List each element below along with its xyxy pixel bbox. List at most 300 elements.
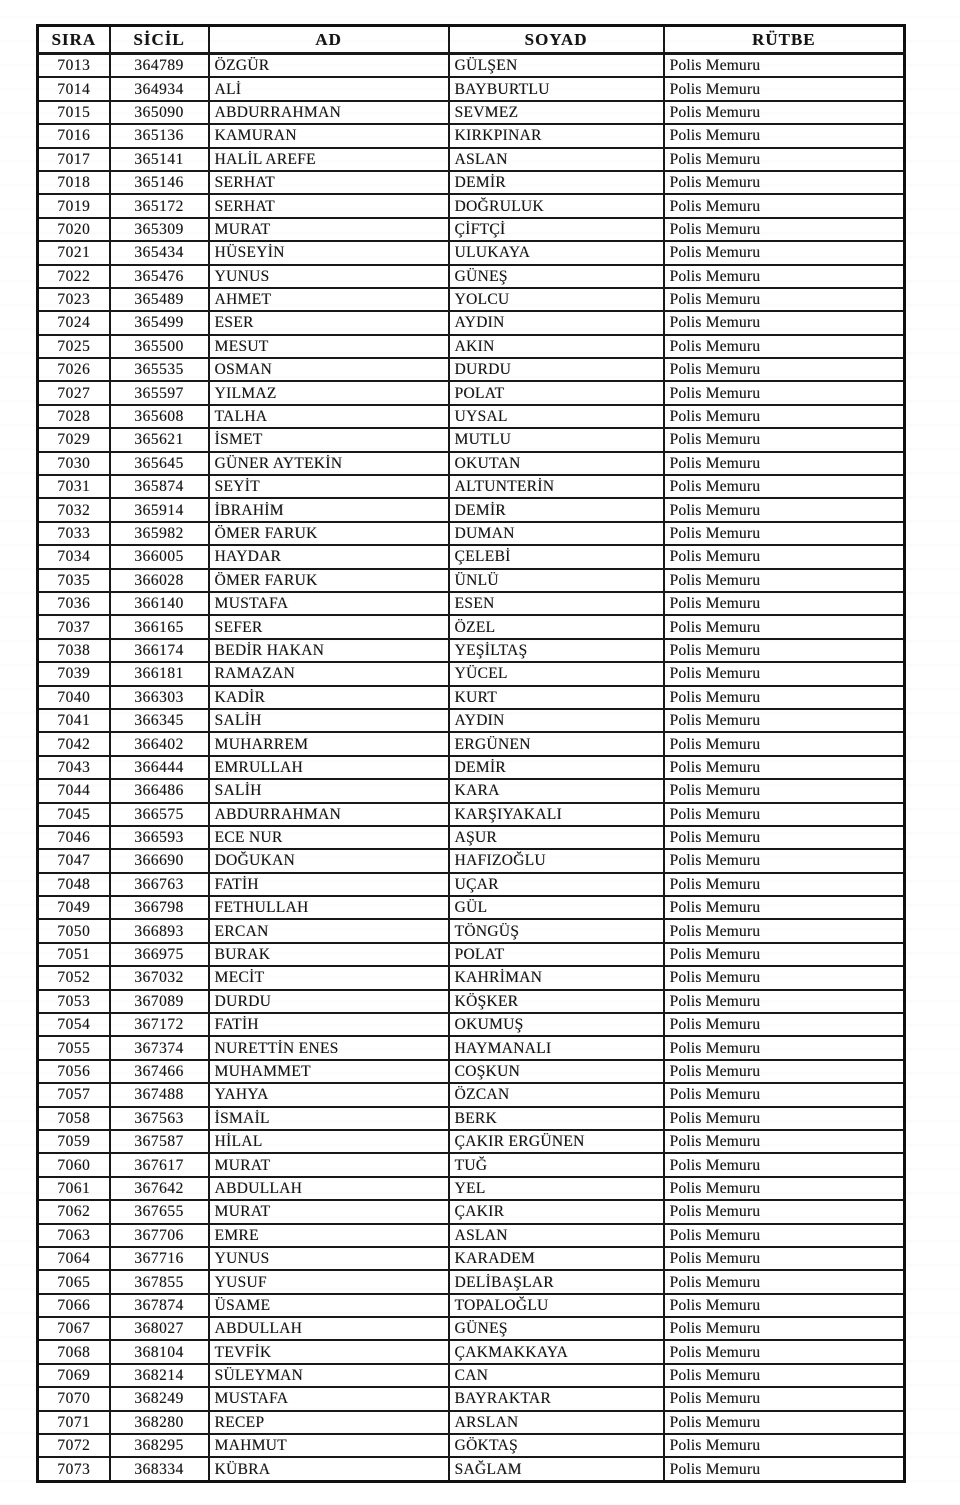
cell-soyad: SAĞLAM xyxy=(449,1457,664,1481)
cell-sira: 7051 xyxy=(38,943,110,966)
cell-rutbe: Polis Memuru xyxy=(664,709,905,732)
cell-ad: ECE NUR xyxy=(209,826,449,849)
cell-soyad: ÖZEL xyxy=(449,615,664,638)
cell-sira: 7071 xyxy=(38,1411,110,1434)
cell-ad: TEVFİK xyxy=(209,1340,449,1363)
cell-rutbe: Polis Memuru xyxy=(664,966,905,989)
cell-sira: 7024 xyxy=(38,311,110,334)
cell-sicil: 365172 xyxy=(110,194,209,217)
table-row xyxy=(38,1294,905,1317)
cell-ad: MURAT xyxy=(209,1200,449,1223)
cell-sicil: 367874 xyxy=(110,1294,209,1317)
cell-soyad: SEVMEZ xyxy=(449,101,664,124)
cell-ad: EMRE xyxy=(209,1224,449,1247)
cell-rutbe: Polis Memuru xyxy=(664,756,905,779)
cell-sicil: 365874 xyxy=(110,475,209,498)
cell-ad: YILMAZ xyxy=(209,381,449,404)
cell-rutbe: Polis Memuru xyxy=(664,732,905,755)
cell-ad: MURAT xyxy=(209,218,449,241)
table-row xyxy=(38,569,905,592)
cell-ad: KADİR xyxy=(209,686,449,709)
cell-rutbe: Polis Memuru xyxy=(664,779,905,802)
table-row xyxy=(38,966,905,989)
cell-sira: 7054 xyxy=(38,1013,110,1036)
cell-rutbe: Polis Memuru xyxy=(664,1013,905,1036)
cell-rutbe: Polis Memuru xyxy=(664,218,905,241)
cell-rutbe: Polis Memuru xyxy=(664,1153,905,1176)
cell-rutbe: Polis Memuru xyxy=(664,849,905,872)
cell-rutbe: Polis Memuru xyxy=(664,1107,905,1130)
table-row xyxy=(38,1457,905,1481)
cell-ad: MUHAMMET xyxy=(209,1060,449,1083)
cell-rutbe: Polis Memuru xyxy=(664,405,905,428)
cell-rutbe: Polis Memuru xyxy=(664,428,905,451)
table-row xyxy=(38,288,905,311)
cell-soyad: ALTUNTERİN xyxy=(449,475,664,498)
cell-sira: 7052 xyxy=(38,966,110,989)
cell-sira: 7030 xyxy=(38,452,110,475)
cell-soyad: GÜNEŞ xyxy=(449,1317,664,1340)
cell-rutbe: Polis Memuru xyxy=(664,194,905,217)
cell-soyad: DUMAN xyxy=(449,522,664,545)
table-row xyxy=(38,148,905,171)
cell-sicil: 365141 xyxy=(110,148,209,171)
cell-soyad: TOPALOĞLU xyxy=(449,1294,664,1317)
cell-ad: ABDULLAH xyxy=(209,1317,449,1340)
cell-ad: MUSTAFA xyxy=(209,1387,449,1410)
cell-rutbe: Polis Memuru xyxy=(664,265,905,288)
cell-sira: 7056 xyxy=(38,1060,110,1083)
cell-sicil: 368334 xyxy=(110,1457,209,1481)
cell-sira: 7036 xyxy=(38,592,110,615)
cell-sicil: 366690 xyxy=(110,849,209,872)
table-row xyxy=(38,1387,905,1410)
table-row xyxy=(38,849,905,872)
cell-sira: 7021 xyxy=(38,241,110,264)
cell-rutbe: Polis Memuru xyxy=(664,662,905,685)
cell-ad: YUSUF xyxy=(209,1270,449,1293)
cell-sicil: 366005 xyxy=(110,545,209,568)
table-row xyxy=(38,498,905,521)
cell-soyad: COŞKUN xyxy=(449,1060,664,1083)
cell-sira: 7044 xyxy=(38,779,110,802)
cell-soyad: AYDIN xyxy=(449,709,664,732)
cell-sicil: 367706 xyxy=(110,1224,209,1247)
cell-sicil: 365500 xyxy=(110,335,209,358)
cell-ad: NURETTİN ENES xyxy=(209,1036,449,1059)
cell-ad: DURDU xyxy=(209,990,449,1013)
cell-rutbe: Polis Memuru xyxy=(664,1434,905,1457)
cell-sicil: 368104 xyxy=(110,1340,209,1363)
cell-sira: 7065 xyxy=(38,1270,110,1293)
cell-sicil: 364789 xyxy=(110,54,209,78)
cell-soyad: UYSAL xyxy=(449,405,664,428)
cell-sira: 7068 xyxy=(38,1340,110,1363)
cell-sira: 7067 xyxy=(38,1317,110,1340)
cell-sira: 7034 xyxy=(38,545,110,568)
cell-sira: 7016 xyxy=(38,124,110,147)
cell-rutbe: Polis Memuru xyxy=(664,475,905,498)
cell-rutbe: Polis Memuru xyxy=(664,1083,905,1106)
column-header-soyad: SOYAD xyxy=(449,26,664,54)
cell-rutbe: Polis Memuru xyxy=(664,545,905,568)
cell-sicil: 366140 xyxy=(110,592,209,615)
cell-soyad: ASLAN xyxy=(449,148,664,171)
table-row xyxy=(38,241,905,264)
cell-soyad: HAFIZOĞLU xyxy=(449,849,664,872)
cell-ad: RECEP xyxy=(209,1411,449,1434)
cell-sira: 7017 xyxy=(38,148,110,171)
table-row xyxy=(38,943,905,966)
cell-sira: 7042 xyxy=(38,732,110,755)
cell-ad: SEYİT xyxy=(209,475,449,498)
cell-sira: 7047 xyxy=(38,849,110,872)
cell-sicil: 367716 xyxy=(110,1247,209,1270)
cell-soyad: KÖŞKER xyxy=(449,990,664,1013)
cell-ad: HÜSEYİN xyxy=(209,241,449,264)
column-header-sira: SIRA xyxy=(38,26,110,54)
cell-sicil: 366593 xyxy=(110,826,209,849)
cell-rutbe: Polis Memuru xyxy=(664,873,905,896)
cell-sicil: 367032 xyxy=(110,966,209,989)
table-row xyxy=(38,896,905,919)
cell-sira: 7060 xyxy=(38,1153,110,1176)
cell-sicil: 367617 xyxy=(110,1153,209,1176)
cell-sicil: 368027 xyxy=(110,1317,209,1340)
cell-ad: İSMET xyxy=(209,428,449,451)
cell-sicil: 366303 xyxy=(110,686,209,709)
cell-ad: KÜBRA xyxy=(209,1457,449,1481)
cell-sicil: 365608 xyxy=(110,405,209,428)
cell-soyad: MUTLU xyxy=(449,428,664,451)
table-row xyxy=(38,1013,905,1036)
cell-sira: 7018 xyxy=(38,171,110,194)
column-header-sicil: SİCİL xyxy=(110,26,209,54)
cell-rutbe: Polis Memuru xyxy=(664,288,905,311)
table-row xyxy=(38,686,905,709)
cell-soyad: BAYBURTLU xyxy=(449,77,664,100)
table-row xyxy=(38,1247,905,1270)
cell-rutbe: Polis Memuru xyxy=(664,1364,905,1387)
cell-soyad: CAN xyxy=(449,1364,664,1387)
table-row xyxy=(38,522,905,545)
cell-ad: İSMAİL xyxy=(209,1107,449,1130)
cell-soyad: ÜNLÜ xyxy=(449,569,664,592)
cell-sicil: 367642 xyxy=(110,1177,209,1200)
cell-rutbe: Polis Memuru xyxy=(664,1457,905,1481)
cell-sicil: 365621 xyxy=(110,428,209,451)
cell-rutbe: Polis Memuru xyxy=(664,943,905,966)
cell-ad: OSMAN xyxy=(209,358,449,381)
cell-ad: MAHMUT xyxy=(209,1434,449,1457)
cell-ad: MECİT xyxy=(209,966,449,989)
cell-sicil: 365499 xyxy=(110,311,209,334)
cell-ad: YAHYA xyxy=(209,1083,449,1106)
table-row xyxy=(38,1200,905,1223)
table-row xyxy=(38,194,905,217)
cell-soyad: DURDU xyxy=(449,358,664,381)
cell-ad: ALİ xyxy=(209,77,449,100)
cell-sira: 7058 xyxy=(38,1107,110,1130)
cell-sira: 7069 xyxy=(38,1364,110,1387)
cell-soyad: ASLAN xyxy=(449,1224,664,1247)
cell-ad: FATİH xyxy=(209,873,449,896)
cell-ad: DOĞUKAN xyxy=(209,849,449,872)
cell-rutbe: Polis Memuru xyxy=(664,54,905,78)
cell-rutbe: Polis Memuru xyxy=(664,686,905,709)
table-row xyxy=(38,779,905,802)
cell-sira: 7064 xyxy=(38,1247,110,1270)
table-row xyxy=(38,803,905,826)
cell-sicil: 365146 xyxy=(110,171,209,194)
cell-ad: SALİH xyxy=(209,709,449,732)
cell-soyad: AYDIN xyxy=(449,311,664,334)
cell-soyad: DELİBAŞLAR xyxy=(449,1270,664,1293)
cell-rutbe: Polis Memuru xyxy=(664,1270,905,1293)
cell-sicil: 365309 xyxy=(110,218,209,241)
cell-ad: TALHA xyxy=(209,405,449,428)
cell-sicil: 367587 xyxy=(110,1130,209,1153)
cell-sicil: 365136 xyxy=(110,124,209,147)
table-row xyxy=(38,101,905,124)
cell-ad: YUNUS xyxy=(209,1247,449,1270)
cell-ad: SERHAT xyxy=(209,171,449,194)
table-row xyxy=(38,826,905,849)
cell-rutbe: Polis Memuru xyxy=(664,896,905,919)
cell-soyad: KARA xyxy=(449,779,664,802)
column-header-rutbe: RÜTBE xyxy=(664,26,905,54)
cell-sicil: 367488 xyxy=(110,1083,209,1106)
cell-soyad: ULUKAYA xyxy=(449,241,664,264)
cell-sicil: 365489 xyxy=(110,288,209,311)
cell-soyad: ÇELEBİ xyxy=(449,545,664,568)
cell-soyad: ÇİFTÇİ xyxy=(449,218,664,241)
cell-ad: MURAT xyxy=(209,1153,449,1176)
cell-ad: MUHARREM xyxy=(209,732,449,755)
table-row xyxy=(38,615,905,638)
cell-soyad: TUĞ xyxy=(449,1153,664,1176)
table-row xyxy=(38,592,905,615)
cell-soyad: GÜL xyxy=(449,896,664,919)
table-row xyxy=(38,662,905,685)
cell-ad: MESUT xyxy=(209,335,449,358)
table-row xyxy=(38,1434,905,1457)
table-header-row xyxy=(38,26,905,54)
cell-soyad: YEŞİLTAŞ xyxy=(449,639,664,662)
table-row xyxy=(38,756,905,779)
cell-rutbe: Polis Memuru xyxy=(664,1036,905,1059)
cell-soyad: ÇAKMAKKAYA xyxy=(449,1340,664,1363)
cell-soyad: OKUMUŞ xyxy=(449,1013,664,1036)
cell-sicil: 367089 xyxy=(110,990,209,1013)
cell-sicil: 365914 xyxy=(110,498,209,521)
table-row xyxy=(38,1060,905,1083)
cell-sicil: 366575 xyxy=(110,803,209,826)
cell-soyad: DEMİR xyxy=(449,756,664,779)
cell-soyad: KARADEM xyxy=(449,1247,664,1270)
cell-rutbe: Polis Memuru xyxy=(664,77,905,100)
cell-soyad: BAYRAKTAR xyxy=(449,1387,664,1410)
cell-ad: HAYDAR xyxy=(209,545,449,568)
cell-rutbe: Polis Memuru xyxy=(664,1224,905,1247)
cell-sicil: 368214 xyxy=(110,1364,209,1387)
cell-rutbe: Polis Memuru xyxy=(664,990,905,1013)
cell-sicil: 365535 xyxy=(110,358,209,381)
cell-ad: AHMET xyxy=(209,288,449,311)
cell-sira: 7066 xyxy=(38,1294,110,1317)
cell-sira: 7020 xyxy=(38,218,110,241)
table-row xyxy=(38,1153,905,1176)
cell-sira: 7013 xyxy=(38,54,110,78)
table-row xyxy=(38,545,905,568)
cell-sira: 7046 xyxy=(38,826,110,849)
table-row xyxy=(38,919,905,942)
cell-soyad: ESEN xyxy=(449,592,664,615)
cell-soyad: GÜNEŞ xyxy=(449,265,664,288)
table-row xyxy=(38,1177,905,1200)
cell-rutbe: Polis Memuru xyxy=(664,311,905,334)
cell-rutbe: Polis Memuru xyxy=(664,1294,905,1317)
cell-ad: HİLAL xyxy=(209,1130,449,1153)
cell-soyad: POLAT xyxy=(449,381,664,404)
table-row xyxy=(38,428,905,451)
cell-sicil: 366798 xyxy=(110,896,209,919)
cell-sicil: 366028 xyxy=(110,569,209,592)
table-row xyxy=(38,873,905,896)
cell-sicil: 366975 xyxy=(110,943,209,966)
cell-soyad: DOĞRULUK xyxy=(449,194,664,217)
cell-ad: BEDİR HAKAN xyxy=(209,639,449,662)
cell-rutbe: Polis Memuru xyxy=(664,1177,905,1200)
cell-sira: 7039 xyxy=(38,662,110,685)
cell-soyad: AKIN xyxy=(449,335,664,358)
cell-sira: 7057 xyxy=(38,1083,110,1106)
cell-sicil: 367563 xyxy=(110,1107,209,1130)
table-row xyxy=(38,639,905,662)
cell-rutbe: Polis Memuru xyxy=(664,592,905,615)
cell-sira: 7048 xyxy=(38,873,110,896)
table-row xyxy=(38,171,905,194)
cell-soyad: KARŞIYAKALI xyxy=(449,803,664,826)
cell-soyad: BERK xyxy=(449,1107,664,1130)
cell-sira: 7045 xyxy=(38,803,110,826)
cell-sira: 7040 xyxy=(38,686,110,709)
cell-rutbe: Polis Memuru xyxy=(664,569,905,592)
table-row xyxy=(38,990,905,1013)
cell-sicil: 365645 xyxy=(110,452,209,475)
cell-sira: 7055 xyxy=(38,1036,110,1059)
cell-ad: ABDULLAH xyxy=(209,1177,449,1200)
cell-rutbe: Polis Memuru xyxy=(664,124,905,147)
cell-soyad: TÖNGÜŞ xyxy=(449,919,664,942)
cell-sicil: 366181 xyxy=(110,662,209,685)
cell-sicil: 366486 xyxy=(110,779,209,802)
cell-sira: 7049 xyxy=(38,896,110,919)
cell-rutbe: Polis Memuru xyxy=(664,826,905,849)
cell-sira: 7027 xyxy=(38,381,110,404)
cell-sira: 7038 xyxy=(38,639,110,662)
cell-sicil: 365434 xyxy=(110,241,209,264)
cell-sicil: 366174 xyxy=(110,639,209,662)
cell-rutbe: Polis Memuru xyxy=(664,615,905,638)
cell-soyad: ERGÜNEN xyxy=(449,732,664,755)
cell-ad: ÖMER FARUK xyxy=(209,569,449,592)
cell-sicil: 367172 xyxy=(110,1013,209,1036)
table-row xyxy=(38,1130,905,1153)
cell-soyad: KIRKPINAR xyxy=(449,124,664,147)
table-row xyxy=(38,475,905,498)
cell-sira: 7023 xyxy=(38,288,110,311)
table-row xyxy=(38,1107,905,1130)
table-row xyxy=(38,124,905,147)
table-row xyxy=(38,452,905,475)
cell-sicil: 366402 xyxy=(110,732,209,755)
cell-rutbe: Polis Memuru xyxy=(664,1060,905,1083)
cell-ad: SALİH xyxy=(209,779,449,802)
cell-sicil: 367655 xyxy=(110,1200,209,1223)
cell-soyad: YOLCU xyxy=(449,288,664,311)
cell-sira: 7033 xyxy=(38,522,110,545)
table-row xyxy=(38,381,905,404)
cell-sicil: 364934 xyxy=(110,77,209,100)
cell-sicil: 366763 xyxy=(110,873,209,896)
cell-ad: HALİL AREFE xyxy=(209,148,449,171)
cell-sira: 7031 xyxy=(38,475,110,498)
cell-soyad: POLAT xyxy=(449,943,664,966)
cell-rutbe: Polis Memuru xyxy=(664,1411,905,1434)
cell-ad: YUNUS xyxy=(209,265,449,288)
cell-ad: ABDURRAHMAN xyxy=(209,803,449,826)
cell-sicil: 368280 xyxy=(110,1411,209,1434)
cell-sira: 7050 xyxy=(38,919,110,942)
cell-sira: 7035 xyxy=(38,569,110,592)
cell-sira: 7019 xyxy=(38,194,110,217)
cell-ad: EMRULLAH xyxy=(209,756,449,779)
cell-sira: 7032 xyxy=(38,498,110,521)
table-row xyxy=(38,218,905,241)
cell-rutbe: Polis Memuru xyxy=(664,1130,905,1153)
cell-sira: 7062 xyxy=(38,1200,110,1223)
cell-rutbe: Polis Memuru xyxy=(664,1317,905,1340)
cell-soyad: HAYMANALI xyxy=(449,1036,664,1059)
cell-ad: SERHAT xyxy=(209,194,449,217)
cell-rutbe: Polis Memuru xyxy=(664,171,905,194)
cell-rutbe: Polis Memuru xyxy=(664,358,905,381)
cell-soyad: ARSLAN xyxy=(449,1411,664,1434)
cell-rutbe: Polis Memuru xyxy=(664,498,905,521)
cell-ad: FETHULLAH xyxy=(209,896,449,919)
cell-sira: 7053 xyxy=(38,990,110,1013)
cell-sira: 7028 xyxy=(38,405,110,428)
cell-rutbe: Polis Memuru xyxy=(664,101,905,124)
cell-sicil: 365597 xyxy=(110,381,209,404)
table-row xyxy=(38,77,905,100)
cell-soyad: KAHRİMAN xyxy=(449,966,664,989)
table-row xyxy=(38,265,905,288)
cell-sicil: 367855 xyxy=(110,1270,209,1293)
cell-ad: RAMAZAN xyxy=(209,662,449,685)
cell-sira: 7063 xyxy=(38,1224,110,1247)
cell-rutbe: Polis Memuru xyxy=(664,381,905,404)
cell-ad: İBRAHİM xyxy=(209,498,449,521)
cell-sicil: 368249 xyxy=(110,1387,209,1410)
cell-ad: ABDURRAHMAN xyxy=(209,101,449,124)
cell-ad: ERCAN xyxy=(209,919,449,942)
cell-sira: 7037 xyxy=(38,615,110,638)
cell-sira: 7073 xyxy=(38,1457,110,1481)
cell-sira: 7059 xyxy=(38,1130,110,1153)
table-row xyxy=(38,405,905,428)
